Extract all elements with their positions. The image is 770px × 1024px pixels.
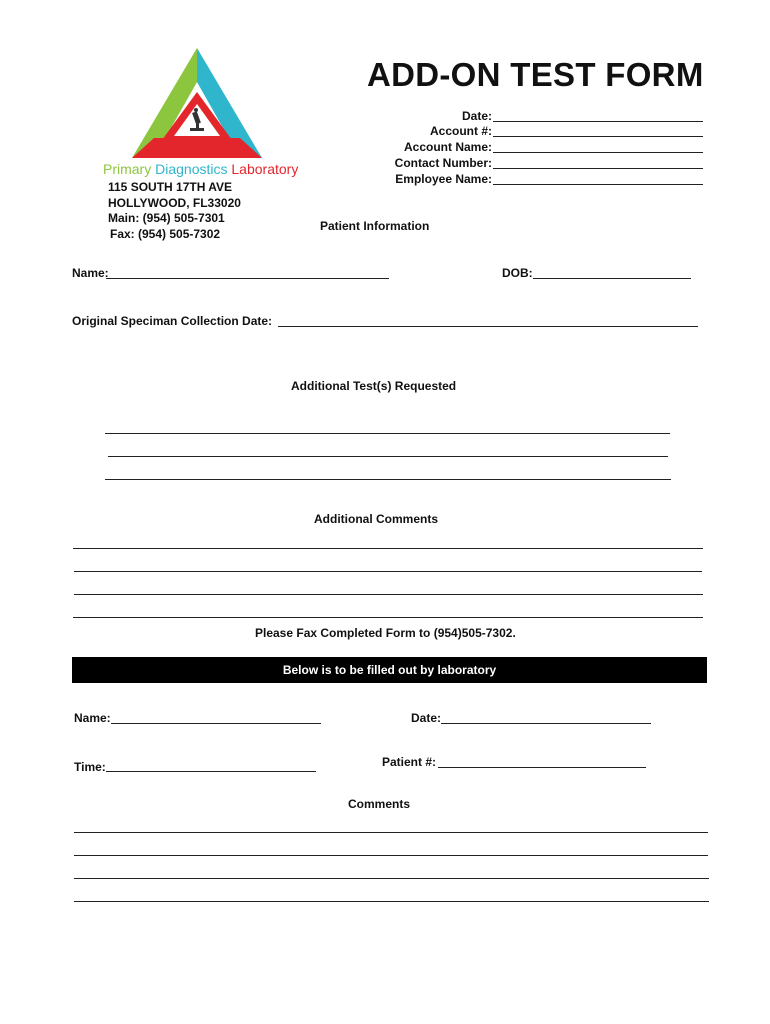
collection-date-label: Original Speciman Collection Date:	[72, 314, 273, 328]
lab-main-phone: Main: (954) 505-7301	[108, 211, 225, 225]
patient-number-label: Patient #:	[382, 755, 437, 769]
account-name-label: Account Name:	[403, 140, 492, 154]
comments-heading: Comments	[348, 797, 411, 811]
dob-label: DOB:	[502, 266, 533, 280]
contact-number-field[interactable]	[493, 168, 703, 169]
additional-comment-line[interactable]	[73, 617, 703, 618]
patient-name-field[interactable]	[106, 278, 389, 279]
comment-line[interactable]	[74, 832, 708, 833]
lab-section-banner: Below is to be filled out by laboratory	[72, 657, 707, 683]
collection-date-field[interactable]	[278, 326, 698, 327]
employee-name-field[interactable]	[493, 184, 703, 185]
date-field[interactable]	[493, 121, 703, 122]
additional-tests-heading: Additional Test(s) Requested	[291, 379, 457, 393]
triangle-logo-icon	[132, 48, 262, 163]
additional-test-line[interactable]	[105, 433, 670, 434]
comment-line[interactable]	[74, 878, 709, 879]
lab-name-field[interactable]	[111, 723, 321, 724]
additional-test-line[interactable]	[108, 456, 668, 457]
additional-comments-heading: Additional Comments	[314, 512, 439, 526]
lab-date-label: Date:	[411, 711, 442, 725]
lab-address-line1: 115 SOUTH 17TH AVE	[108, 180, 233, 194]
patient-information-heading: Patient Information	[320, 219, 430, 233]
lab-date-field[interactable]	[441, 723, 651, 724]
dob-field[interactable]	[533, 278, 691, 279]
lab-name-label: Name:	[74, 711, 111, 725]
lab-name	[103, 161, 298, 177]
lab-time-label: Time:	[74, 760, 106, 774]
account-name-field[interactable]	[493, 152, 703, 153]
comment-line[interactable]	[74, 901, 709, 902]
patient-name-label: Name:	[72, 266, 109, 280]
additional-test-line[interactable]	[105, 479, 671, 480]
additional-comment-line[interactable]	[74, 594, 703, 595]
date-label: Date:	[461, 109, 492, 123]
account-number-label: Account #:	[429, 124, 492, 138]
lab-name-part1: Primary	[103, 161, 152, 177]
fax-instruction: Please Fax Completed Form to (954)505-7302.	[255, 626, 516, 640]
lab-name-part3: Laboratory	[231, 161, 299, 177]
lab-address-line2: HOLLYWOOD, FL33020	[108, 196, 241, 210]
contact-number-label: Contact Number:	[394, 156, 492, 170]
lab-time-field[interactable]	[106, 771, 316, 772]
lab-name-part2: Diagnostics	[155, 161, 228, 177]
employee-name-label: Employee Name:	[395, 172, 492, 186]
lab-fax-phone: Fax: (954) 505-7302	[110, 227, 221, 241]
additional-comment-line[interactable]	[74, 571, 702, 572]
account-number-field[interactable]	[493, 136, 703, 137]
patient-number-field[interactable]	[438, 767, 646, 768]
form-title: ADD-ON TEST FORM	[367, 56, 704, 93]
additional-comment-line[interactable]	[73, 548, 703, 549]
comment-line[interactable]	[74, 855, 708, 856]
